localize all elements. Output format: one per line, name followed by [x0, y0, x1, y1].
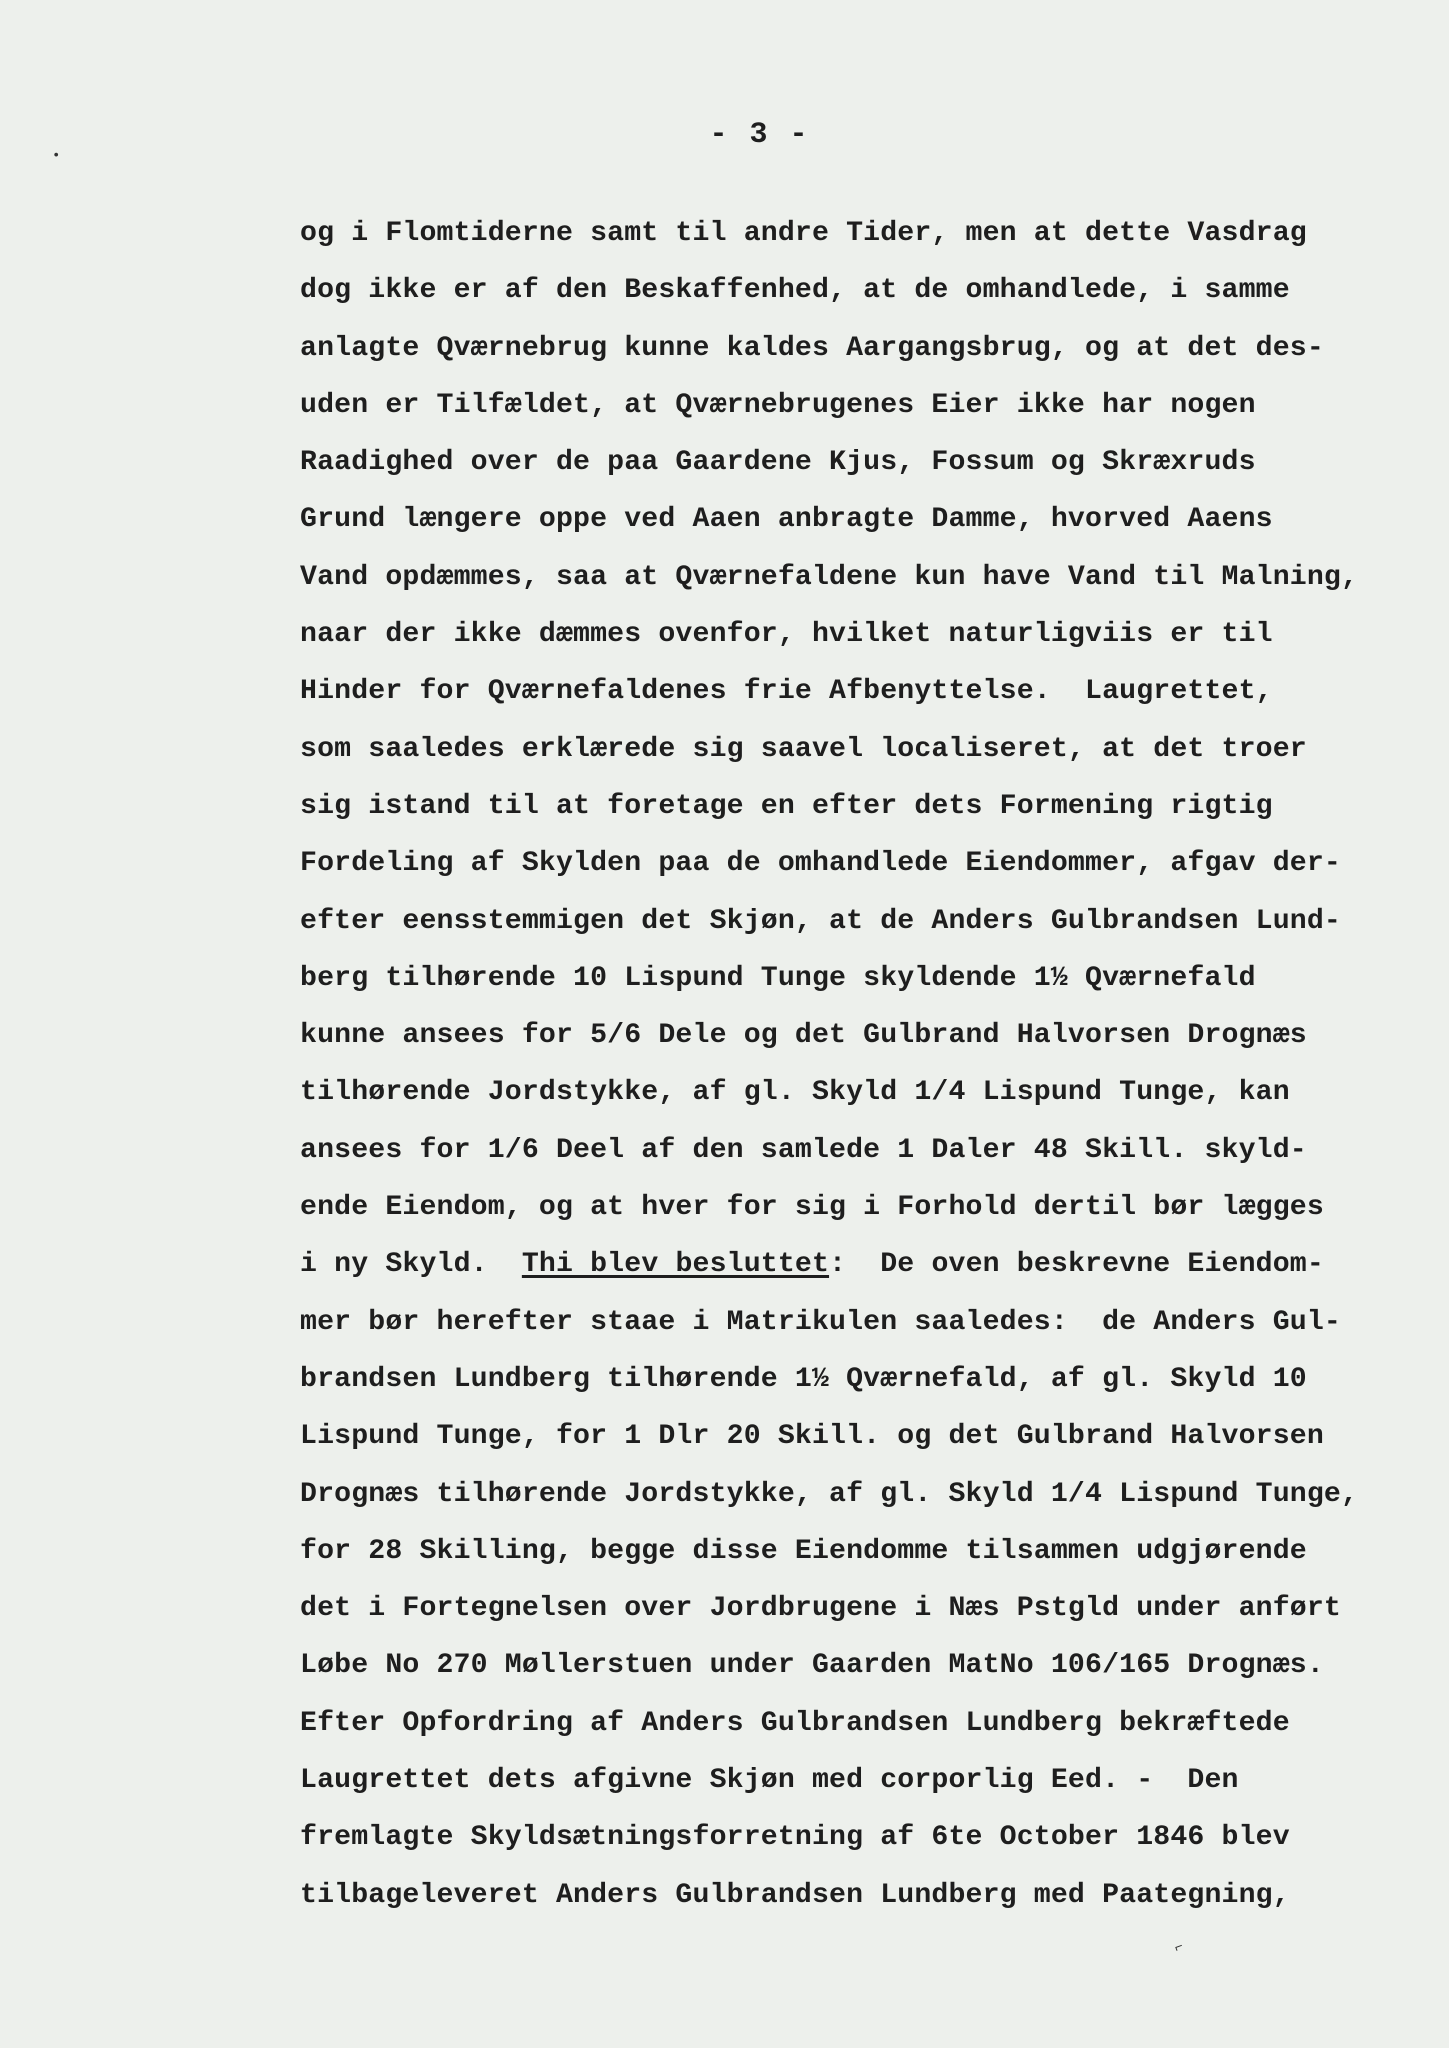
- text-line: uden er Tilfældet, at Qværnebrugenes Eier ikke har nogen: [300, 389, 1256, 421]
- text-line: Laugrettet dets afgivne Skjøn med corporlig Eed. - Den: [300, 1765, 1239, 1797]
- text-line: Efter Opfordring af Anders Gulbrandsen Lundberg bekræftede: [300, 1707, 1290, 1739]
- text-line: ansees for 1/6 Deel af den samlede 1 Daler 48 Skill. skyld-: [300, 1134, 1307, 1166]
- text-line: efter eensstemmigen det Skjøn, at de Anders Gulbrandsen Lund-: [300, 905, 1341, 937]
- resolution-heading: Thi blev besluttet: [521, 1249, 830, 1281]
- text-line: Grund længere oppe ved Aaen anbragte Damme, hvorved Aaens: [300, 504, 1273, 536]
- text-line: anlagte Qværnebrug kunne kaldes Aargangsbrug, og at det des-: [300, 332, 1324, 364]
- pen-mark: ⌐: [1172, 1939, 1186, 1957]
- text-line: tilhørende Jordstykke, af gl. Skyld 1/4 Lispund Tunge, kan: [300, 1077, 1290, 1109]
- resolution-text: : De oven beskrevne Eiendom-: [829, 1249, 1324, 1281]
- text-line: sig istand til at foretage en efter dets Formening rigtig: [300, 790, 1273, 822]
- text-line: Drognæs tilhørende Jordstykke, af gl. Skyld 1/4 Lispund Tunge,: [300, 1478, 1359, 1510]
- line-start: i ny Skyld.: [300, 1249, 488, 1281]
- text-line: Hinder for Qværnefaldenes frie Afbenyttelse. Laugrettet,: [300, 676, 1273, 708]
- text-line: som saaledes erklærede sig saavel localiseret, at det troer: [300, 733, 1307, 765]
- text-line: for 28 Skilling, begge disse Eiendomme tilsammen udgjørende: [300, 1535, 1307, 1567]
- text-line: fremlagte Skyldsætningsforretning af 6te October 1846 blev: [300, 1822, 1290, 1854]
- margin-mark: •: [52, 148, 61, 164]
- page-number: - 3 -: [709, 118, 810, 152]
- text-line: og i Flomtiderne samt til andre Tider, men at dette Vasdrag: [300, 218, 1307, 249]
- text-line: Raadighed over de paa Gaardene Kjus, Fossum og Skræxruds: [300, 447, 1256, 479]
- document-body: [300, 205, 1400, 1924]
- text-line: Fordeling af Skylden paa de omhandlede Eiendommer, afgav der-: [300, 848, 1341, 880]
- text-line: Vand opdæmmes, saa at Qværnefaldene kun have Vand til Malning,: [300, 561, 1359, 593]
- text-line: ende Eiendom, og at hver for sig i Forhold dertil bør lægges: [300, 1192, 1324, 1224]
- text-line: det i Fortegnelsen over Jordbrugene i Næs Pstgld under anført: [300, 1593, 1341, 1625]
- text-line: dog ikke er af den Beskaffenhed, at de omhandlede, i samme: [300, 275, 1290, 307]
- text-line: naar der ikke dæmmes ovenfor, hvilket naturligviis er til: [300, 619, 1273, 651]
- text-line: Løbe No 270 Møllerstuen under Gaarden MatNo 106/165 Drognæs.: [300, 1650, 1324, 1682]
- text-line-resolution: [300, 1236, 1400, 1293]
- text-line: Lispund Tunge, for 1 Dlr 20 Skill. og det Gulbrand Halvorsen: [300, 1421, 1324, 1453]
- text-line: mer bør herefter staae i Matrikulen saaledes: de Anders Gul-: [300, 1306, 1341, 1338]
- text-line: tilbageleveret Anders Gulbrandsen Lundberg med Paategning,: [300, 1879, 1290, 1911]
- text-line: brandsen Lundberg tilhørende 1½ Qværnefald, af gl. Skyld 10: [300, 1363, 1307, 1395]
- text-line: kunne ansees for 5/6 Dele og det Gulbrand Halvorsen Drognæs: [300, 1020, 1307, 1052]
- text-line: berg tilhørende 10 Lispund Tunge skyldende 1½ Qværnefald: [300, 962, 1256, 994]
